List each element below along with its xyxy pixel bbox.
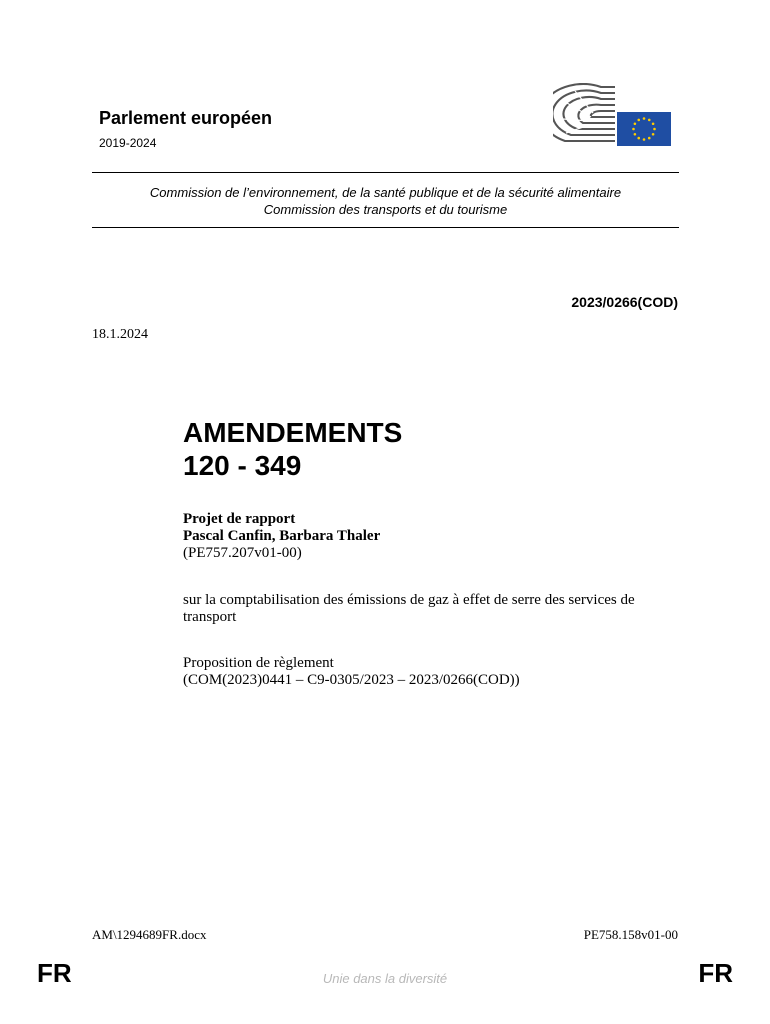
title-line-range: 120 - 349 — [183, 450, 302, 481]
institution-name: Parlement européen — [99, 108, 273, 128]
eu-motto: Unie dans la diversité — [322, 971, 448, 986]
draft-report-reference: (PE757.207v01-00) — [183, 545, 302, 561]
header-top-rule — [92, 172, 679, 173]
eu-star-icon — [637, 137, 640, 140]
proposal-label: Proposition de règlement — [183, 655, 334, 671]
language-code-left: FR — [37, 958, 72, 988]
draft-report-label: Projet de rapport — [183, 511, 296, 527]
footer-pe-reference: PE758.158v01-00 — [583, 927, 678, 942]
eu-star-icon — [632, 128, 635, 131]
procedure-reference: 2023/0266(COD) — [571, 294, 678, 310]
committee-transport: Commission des transports et du tourisme — [263, 202, 508, 217]
document-date: 18.1.2024 — [92, 327, 148, 342]
eu-star-icon — [652, 133, 655, 136]
draft-report-block — [183, 511, 380, 562]
header-bottom-rule — [92, 227, 679, 228]
european-parliament-logo-icon — [553, 83, 673, 149]
eu-star-icon — [634, 122, 637, 125]
committee-environment: Commission de l’environnement, de la santé publique et de la sécurité alimentaire — [149, 185, 622, 200]
eu-star-icon — [648, 119, 651, 122]
subject-text: sur la comptabilisation des émissions de gaz à effet de serre des services de transport — [183, 592, 635, 625]
parliamentary-term: 2019-2024 — [99, 136, 157, 150]
document-title — [183, 416, 402, 482]
eu-star-icon — [643, 117, 646, 120]
rapporteurs: Pascal Canfin, Barbara Thaler — [183, 528, 381, 544]
eu-star-icon — [653, 128, 656, 131]
committees-block — [92, 184, 679, 218]
eu-star-icon — [637, 119, 640, 122]
eu-star-icon — [643, 138, 646, 141]
eu-star-icon — [634, 133, 637, 136]
eu-star-icon — [652, 122, 655, 125]
proposal-block — [183, 655, 520, 689]
proposal-reference: (COM(2023)0441 – C9-0305/2023 – 2023/0266(COD)) — [183, 672, 520, 688]
title-line-amendments: AMENDEMENTS — [183, 417, 403, 448]
eu-star-icon — [648, 137, 651, 140]
language-code-right: FR — [698, 958, 733, 988]
footer-document-reference: AM\1294689FR.docx — [92, 927, 207, 942]
